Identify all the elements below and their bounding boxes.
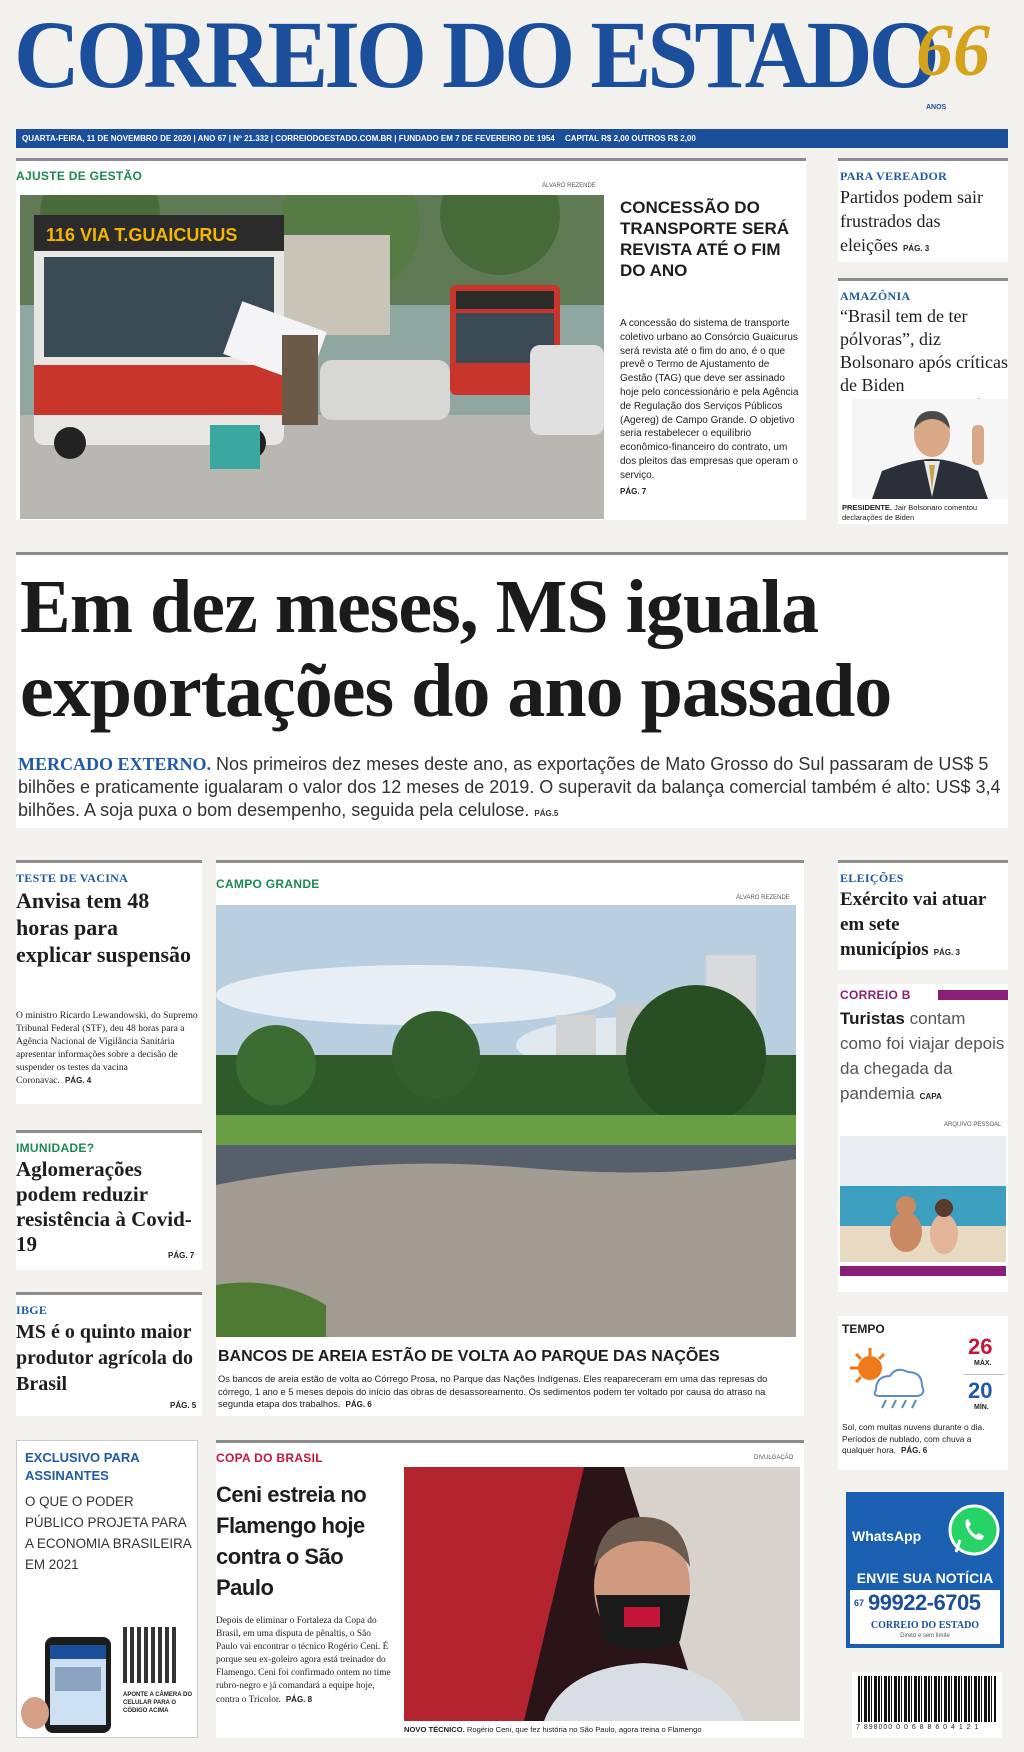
amazonia-story[interactable]: [838, 278, 1008, 524]
info-left: QUARTA-FEIRA, 11 DE NOVEMBRO DE 2020 | ANO 67 | Nº 21.332 | CORREIODOESTADO.COM.BR | FUNDADO EM 7 DE FEVEREIRO DE 1954: [22, 134, 555, 143]
amazonia-headline-text: “Brasil tem de ter pólvoras”, diz Bolsonaro após críticas de Biden: [840, 306, 1008, 395]
correio-b-headline-text: contam como foi viajar depois da chegada da pandemia: [840, 1009, 1005, 1103]
weather-title: TEMPO: [842, 1322, 885, 1336]
correio-b-headline[interactable]: [840, 1006, 1008, 1109]
whatsapp-ddd: 67: [854, 1598, 865, 1608]
bus-photo[interactable]: [20, 195, 604, 519]
copa-caption-bold: NOVO TÉCNICO.: [404, 1725, 465, 1734]
masthead: [0, 0, 1024, 150]
whatsapp-brand-sub: Direto e sem limite: [900, 1633, 950, 1639]
vacina-body: [16, 1009, 200, 1087]
eleicoes-kicker: ELEIÇÕES: [840, 871, 904, 885]
exclusivo-box[interactable]: [16, 1440, 198, 1738]
copa-page: PÁG. 8: [285, 1695, 313, 1704]
imunidade-headline[interactable]: Aglomerações podem reduzir resistência à Covid-19: [16, 1157, 192, 1256]
amazonia-caption-text: Jair Bolsonaro comentou declarações de Biden: [842, 503, 978, 522]
campo-grande-photo-credit: ÁLVARO REZENDE: [736, 895, 790, 901]
main-page: PÁG.5: [534, 809, 559, 818]
tourists-photo[interactable]: [840, 1136, 1006, 1262]
whatsapp-label: WhatsApp: [852, 1528, 922, 1544]
correio-b-rule: [938, 990, 1008, 1000]
info-right: CAPITAL R$ 2,00 OUTROS R$ 2,00: [564, 134, 696, 143]
weather-box[interactable]: [838, 1316, 1008, 1470]
temp-min: 20: [968, 1378, 993, 1403]
correio-b-bottom-rule: [840, 1266, 1006, 1276]
imunidade-page: PÁG. 7: [168, 1251, 195, 1260]
ibge-headline[interactable]: MS é o quinto maior produtor agrícola do Brasil: [16, 1321, 194, 1395]
temp-min-label: MÍN.: [974, 1404, 989, 1411]
bus-destination-sign: 116 VIA T.GUAICURUS: [46, 225, 238, 245]
anniversary-label: ANOS: [926, 104, 947, 111]
whatsapp-number-box[interactable]: [850, 1590, 1000, 1644]
temp-max-label: MÁX.: [974, 1360, 992, 1367]
correio-b-photo-credit: ARQUIVO PESSOAL: [944, 1122, 1002, 1128]
amazonia-kicker: AMAZÔNIA: [840, 289, 911, 303]
transport-body-text: A concessão do sistema de transporte coletivo urbano ao Consórcio Guaicurus será revista até o fim do ano, é o que prevê o Termo de Ajustamento de Gestão (TAG) que deve ser assinado hoje pelo concessionário e pela Agência de Regulação dos Serviços Públicos (Agereg) de Campo Grande. O objetivo seria restabelecer o equilíbrio econômico-financeiro do contrato, um dos pleitos das empresas que operam o serviço.: [620, 318, 799, 481]
correio-b-headline-bold: Turistas: [840, 1009, 905, 1028]
exclusivo-title: EXCLUSIVO PARA ASSINANTES: [25, 1450, 140, 1483]
correio-b-story[interactable]: [838, 984, 1008, 1292]
bolsonaro-photo[interactable]: [852, 399, 1008, 499]
qr-code[interactable]: [123, 1627, 179, 1683]
transport-headline[interactable]: CONCESSÃO DO TRANSPORTE SERÁ REVISTA ATÉ O FIM DO ANO: [620, 198, 790, 280]
main-body: [18, 753, 1006, 825]
copa-caption: [404, 1725, 804, 1735]
copa-kicker: COPA DO BRASIL: [216, 1451, 323, 1465]
vacina-kicker: TESTE DE VACINA: [16, 871, 129, 885]
copa-body-text: Depois de eliminar o Fortaleza da Copa do Brasil, em uma disputa de pênaltis, o São Paulo vai encontrar o técnico Rogério Ceni. É porque seu ex-goleiro agora está treinador do Flamengo. Ceni foi confirmado ontem no time rubro-negro e já comandará a equipe hoje, contra o Tricolor.: [216, 1616, 391, 1705]
exclusivo-body: O QUE O PODER PÚBLICO PROJETA PARA A ECONOMIA BRASILEIRA EM 2021: [25, 1494, 191, 1572]
whatsapp-cta: ENVIE SUA NOTÍCIA: [856, 1570, 994, 1586]
amazonia-caption-bold: PRESIDENTE.: [842, 503, 893, 512]
eleicoes-headline[interactable]: [840, 887, 1008, 965]
masthead-info-bar: [16, 129, 1008, 148]
amazonia-caption: [842, 503, 1008, 523]
campo-grande-body-text: Os bancos de areia estão de volta ao Córrego Prosa, no Parque das Nações Indígenas. Eles reapareceram em uma das represas do córrego, 1 ano e 5 meses depois do início das obras de desassoreamento. Os sedimentos podem ter voltado por causa do atraso na segunda etapa dos trabalhos.: [218, 1374, 768, 1410]
main-body-text: Nos primeiros dez meses deste ano, as exportações de Mato Grosso do Sul passaram de US$ 5 bilhões e praticamente igualaram o valor dos 12 meses de 2019. O superavit da balança comercial também é alto: US$ 3,4 bilhões. A soja puxa o bom desempenho, seguida pela celulose.: [18, 754, 1001, 820]
copa-body: [216, 1615, 394, 1707]
copa-headline[interactable]: Ceni estreia no Flamengo hoje contra o São Paulo: [216, 1482, 367, 1600]
amazonia-headline[interactable]: [840, 305, 1008, 397]
vereador-story[interactable]: [838, 158, 1008, 262]
sun-cloud-rain-icon: [848, 1346, 928, 1412]
imunidade-kicker: IMUNIDADE?: [16, 1141, 95, 1155]
imunidade-story[interactable]: [16, 1130, 202, 1270]
copa-photo-credit: DIVULGAÇÃO: [754, 1455, 794, 1461]
copa-story[interactable]: [216, 1440, 804, 1738]
campo-grande-kicker: CAMPO GRANDE: [216, 877, 320, 891]
vacina-story[interactable]: [16, 860, 202, 1104]
whatsapp-number: 99922-6705: [868, 1590, 981, 1615]
vereador-headline-text: Partidos podem sair frustrados das eleições: [840, 187, 983, 255]
whatsapp-icon[interactable]: [948, 1504, 1000, 1556]
correio-b-kicker: CORREIO B: [840, 988, 911, 1002]
vereador-page: PÁG. 3: [902, 244, 930, 253]
campo-grande-headline[interactable]: BANCOS DE AREIA ESTÃO DE VOLTA AO PARQUE DAS NAÇÕES: [218, 1348, 720, 1365]
vereador-headline[interactable]: [840, 185, 1008, 261]
newspaper-title[interactable]: CORREIO DO ESTADO: [14, 1, 936, 108]
temp-max: 26: [968, 1334, 993, 1359]
eleicoes-story[interactable]: [838, 860, 1008, 970]
ibge-story[interactable]: [16, 1292, 202, 1416]
correio-b-page: CAPA: [919, 1092, 942, 1101]
transport-story[interactable]: [16, 158, 806, 520]
anniversary-number: 66: [916, 10, 990, 92]
copa-caption-text: Rogério Ceni, que fez história no São Paulo, agora treina o Flamengo: [466, 1725, 702, 1734]
eleicoes-headline-text: Exército vai atuar em sete municípios: [840, 889, 986, 960]
campo-grande-body: [218, 1373, 800, 1412]
eleicoes-page: PÁG. 3: [933, 948, 960, 957]
campo-grande-story[interactable]: [216, 860, 804, 1416]
vacina-page: PÁG. 4: [64, 1076, 92, 1085]
whatsapp-box[interactable]: [846, 1492, 1004, 1648]
transport-kicker: AJUSTE DE GESTÃO: [16, 169, 143, 183]
parque-photo[interactable]: [216, 905, 796, 1337]
weather-body-text: Sol, com muitas nuvens durante o dia. Períodos de nublado, com chuva a qualquer hora.: [842, 1422, 985, 1455]
vacina-body-text: O ministro Ricardo Lewandowski, do Supremo Tribunal Federal (STF), deu 48 horas para a Agência Nacional de Vigilância Sanitária apresentar informações sobre a decisão de suspender os testes da vacina Coronavac.: [16, 1010, 198, 1086]
qr-hint: APONTE A CÂMERA DO CELULAR PARA O CÓDIGO ACIMA: [123, 1692, 192, 1714]
barcode: [852, 1672, 1002, 1738]
main-headline[interactable]: Em dez meses, MS iguala exportações do ano passado: [20, 565, 892, 733]
phone-image: [21, 1625, 121, 1735]
main-story[interactable]: [16, 552, 1008, 828]
campo-grande-page: PÁG. 6: [345, 1400, 372, 1410]
ceni-photo[interactable]: [404, 1467, 800, 1721]
weather-body: [842, 1422, 1006, 1457]
ibge-page: PÁG. 5: [170, 1401, 197, 1410]
transport-body: [620, 317, 800, 498]
vereador-kicker: PARA VEREADOR: [840, 169, 948, 183]
main-kicker: MERCADO EXTERNO.: [18, 754, 212, 774]
barcode-bars: [858, 1676, 996, 1722]
vacina-headline[interactable]: Anvisa tem 48 horas para explicar suspensão: [16, 888, 192, 967]
weather-page: PÁG. 6: [901, 1446, 928, 1455]
whatsapp-brand: CORREIO DO ESTADO: [870, 1620, 980, 1631]
transport-page: PÁG. 7: [620, 486, 647, 496]
barcode-digits: 7 898000 0 0 6 8 8 6 0 4 1 2 1: [856, 1724, 980, 1731]
weather-divider: [964, 1374, 1004, 1375]
ibge-kicker: IBGE: [16, 1303, 48, 1317]
transport-photo-credit: ÁLVARO REZENDE: [542, 183, 596, 189]
